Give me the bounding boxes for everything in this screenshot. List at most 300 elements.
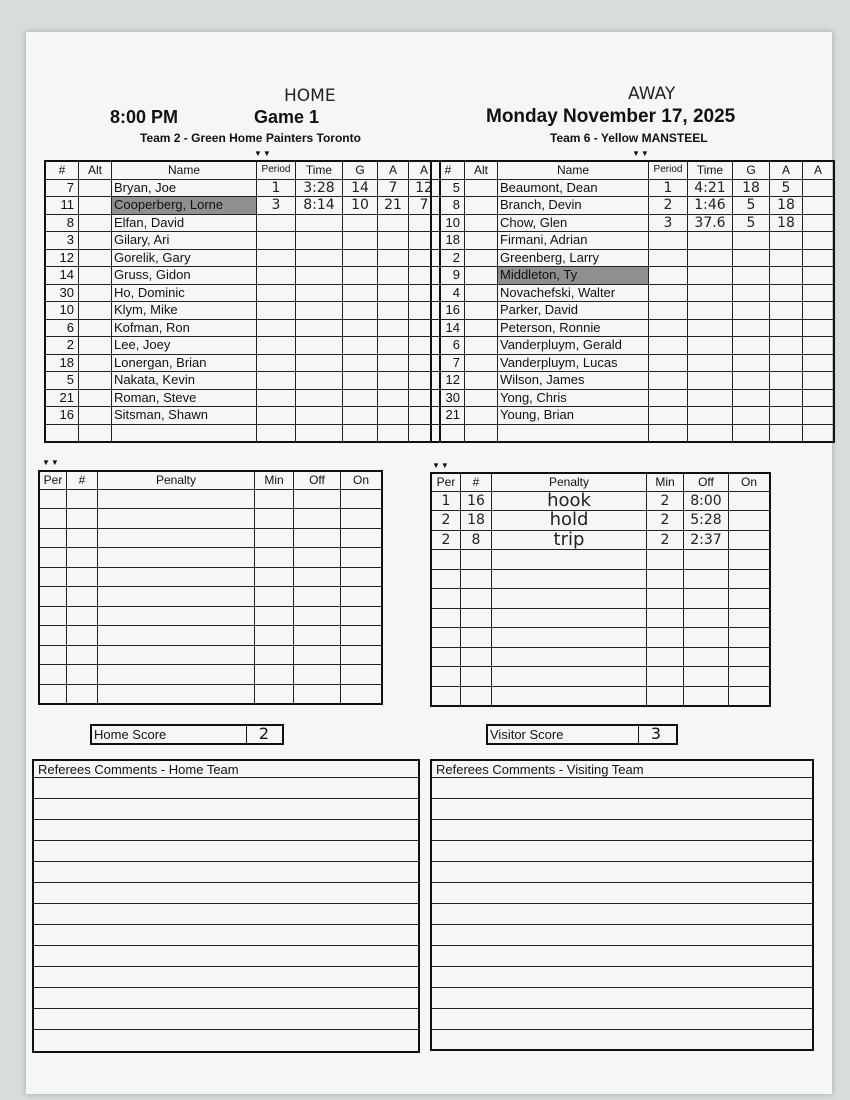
scoring-period xyxy=(649,267,688,285)
scoring-period xyxy=(257,232,296,250)
penalty-min xyxy=(647,569,684,589)
table-row xyxy=(45,267,440,285)
penalty-min xyxy=(647,608,684,628)
scoring-g xyxy=(733,424,770,442)
penalty-min xyxy=(255,489,294,509)
comment-line xyxy=(432,882,812,883)
scoring-a1: 18 xyxy=(770,214,803,232)
player-name: Chow, Glen xyxy=(498,214,649,232)
player-name: Kofman, Ron xyxy=(112,319,257,337)
penalty-num xyxy=(461,589,492,609)
scoring-a1 xyxy=(378,389,409,407)
penalty-num xyxy=(67,548,98,568)
scoring-time xyxy=(296,407,343,425)
comment-line xyxy=(34,924,418,925)
home-team-name: Team 2 - Green Home Painters Toronto xyxy=(140,131,361,145)
scoring-time xyxy=(688,354,733,372)
game-number: Game 1 xyxy=(254,107,320,127)
scoring-a1 xyxy=(770,267,803,285)
home-score-box xyxy=(90,724,284,745)
scoring-a1 xyxy=(378,214,409,232)
assist-header: A xyxy=(770,161,803,179)
penalty-off xyxy=(294,606,341,626)
player-name: Klym, Mike xyxy=(112,302,257,320)
scoresheet xyxy=(26,32,832,1094)
player-name: Lonergan, Brian xyxy=(112,354,257,372)
player-number: 21 xyxy=(431,407,465,425)
per-header: Per xyxy=(39,471,67,489)
scoring-period xyxy=(257,302,296,320)
penalty-num xyxy=(67,528,98,548)
player-number: 21 xyxy=(45,389,79,407)
table-row xyxy=(431,530,770,550)
comment-line xyxy=(34,861,418,862)
table-row xyxy=(431,589,770,609)
scoring-time xyxy=(688,337,733,355)
scoring-a2: 12 xyxy=(409,179,441,197)
min-header: Min xyxy=(255,471,294,489)
penalty-min xyxy=(255,684,294,704)
penalty-penalty xyxy=(98,665,255,685)
player-alt xyxy=(465,302,498,320)
penalty-on xyxy=(729,589,771,609)
table-row xyxy=(431,302,834,320)
penalty-per xyxy=(39,587,67,607)
player-alt xyxy=(465,424,498,442)
penalty-min xyxy=(647,550,684,570)
away-roster-table xyxy=(430,160,835,443)
penalty-per xyxy=(431,667,461,687)
scoring-time xyxy=(688,267,733,285)
on-header: On xyxy=(729,473,771,491)
penalty-num xyxy=(67,645,98,665)
table-row xyxy=(39,509,382,529)
scoring-g xyxy=(343,249,378,267)
table-row xyxy=(45,389,440,407)
player-name: Firmani, Adrian xyxy=(498,232,649,250)
scoring-a2 xyxy=(803,232,835,250)
penalty-per xyxy=(431,608,461,628)
penalty-off: 5:28 xyxy=(684,511,729,531)
penalty-off xyxy=(684,608,729,628)
penalty-per xyxy=(39,567,67,587)
table-row xyxy=(431,284,834,302)
player-alt xyxy=(79,284,112,302)
scoring-period xyxy=(257,249,296,267)
assist-header: A xyxy=(803,161,835,179)
scoring-a1: 18 xyxy=(770,197,803,215)
scoring-g xyxy=(343,267,378,285)
player-alt xyxy=(79,197,112,215)
scoring-period xyxy=(257,424,296,442)
scoring-a1: 21 xyxy=(378,197,409,215)
penalty-on xyxy=(341,489,383,509)
player-number: 8 xyxy=(45,214,79,232)
player-number xyxy=(431,424,465,442)
game-date: Monday November 17, 2025 xyxy=(486,106,736,127)
penalty-num xyxy=(67,587,98,607)
comment-line xyxy=(34,903,418,904)
scoring-period xyxy=(649,249,688,267)
comment-line xyxy=(34,1029,418,1030)
penalty-min xyxy=(255,528,294,548)
table-row xyxy=(39,587,382,607)
comment-line xyxy=(34,1008,418,1009)
scoring-time xyxy=(296,249,343,267)
penalty-off xyxy=(294,645,341,665)
player-alt xyxy=(79,424,112,442)
scoring-period: 3 xyxy=(649,214,688,232)
scoring-period xyxy=(257,214,296,232)
scoring-a2: 7 xyxy=(409,197,441,215)
player-alt xyxy=(465,407,498,425)
assist-header: A xyxy=(378,161,409,179)
player-alt xyxy=(79,267,112,285)
penalty-on xyxy=(341,606,383,626)
scoring-a1: 7 xyxy=(378,179,409,197)
off-header: Off xyxy=(294,471,341,489)
scoring-a2 xyxy=(803,407,835,425)
penalty-off xyxy=(684,569,729,589)
scoring-g: 5 xyxy=(733,197,770,215)
table-row xyxy=(431,608,770,628)
table-row xyxy=(45,249,440,267)
scoring-time xyxy=(688,284,733,302)
scoring-g xyxy=(733,232,770,250)
roster-header-row xyxy=(431,161,834,179)
table-row xyxy=(39,626,382,646)
penalty-off xyxy=(684,628,729,648)
player-alt xyxy=(465,232,498,250)
penalty-off xyxy=(684,686,729,706)
player-alt xyxy=(465,372,498,390)
penalty-penalty xyxy=(98,645,255,665)
player-number: 18 xyxy=(45,354,79,372)
scoring-g xyxy=(733,337,770,355)
player-number: 14 xyxy=(431,319,465,337)
table-row xyxy=(45,214,440,232)
penalty-num: 18 xyxy=(461,511,492,531)
player-alt xyxy=(465,197,498,215)
away-penalty-table xyxy=(430,472,771,707)
scoring-period xyxy=(649,319,688,337)
time-header: Time xyxy=(296,161,343,179)
home-roster-table xyxy=(44,160,441,443)
scoring-a2 xyxy=(803,319,835,337)
penalty-num xyxy=(67,684,98,704)
penalty-min xyxy=(255,606,294,626)
penalty-off xyxy=(294,587,341,607)
penalty-per xyxy=(431,647,461,667)
goal-header: G xyxy=(733,161,770,179)
table-row xyxy=(39,548,382,568)
scoring-time xyxy=(296,214,343,232)
table-row xyxy=(431,337,834,355)
penalty-penalty xyxy=(98,548,255,568)
player-name xyxy=(112,424,257,442)
penalty-penalty xyxy=(98,587,255,607)
scoring-a1 xyxy=(770,372,803,390)
player-alt xyxy=(79,249,112,267)
scoring-time: 1:46 xyxy=(688,197,733,215)
player-name: Parker, David xyxy=(498,302,649,320)
player-number: 5 xyxy=(431,179,465,197)
player-name: Lee, Joey xyxy=(112,337,257,355)
player-alt xyxy=(465,389,498,407)
scoring-time xyxy=(296,372,343,390)
penalty-per xyxy=(39,684,67,704)
player-name: Yong, Chris xyxy=(498,389,649,407)
table-row xyxy=(431,667,770,687)
scoring-period xyxy=(649,337,688,355)
scoring-a2 xyxy=(803,267,835,285)
player-number: 2 xyxy=(431,249,465,267)
table-row xyxy=(431,354,834,372)
penalty-off xyxy=(294,684,341,704)
player-number: 12 xyxy=(431,372,465,390)
scoring-time xyxy=(296,389,343,407)
player-name: Elfan, David xyxy=(112,214,257,232)
scoring-period: 1 xyxy=(257,179,296,197)
penalty-min: 2 xyxy=(647,491,684,511)
penalty-off: 2:37 xyxy=(684,530,729,550)
penalty-penalty xyxy=(98,606,255,626)
num-header: # xyxy=(67,471,98,489)
scoring-g xyxy=(343,232,378,250)
penalty-per xyxy=(431,550,461,570)
home-referee-comments xyxy=(32,759,420,1053)
table-row xyxy=(45,319,440,337)
scoring-period xyxy=(257,267,296,285)
scoring-g xyxy=(733,249,770,267)
table-row xyxy=(45,284,440,302)
time-header: Time xyxy=(688,161,733,179)
penalty-min xyxy=(255,645,294,665)
table-row xyxy=(39,606,382,626)
scoring-a1 xyxy=(378,302,409,320)
penalty-min xyxy=(255,509,294,529)
penalty-min xyxy=(647,647,684,667)
scoring-a1 xyxy=(378,337,409,355)
comment-line xyxy=(34,987,418,988)
penalty-penalty: hook xyxy=(492,491,647,511)
scoring-g: 10 xyxy=(343,197,378,215)
penalty-on xyxy=(341,548,383,568)
scoring-period xyxy=(257,372,296,390)
scoring-a1 xyxy=(770,302,803,320)
comment-line xyxy=(432,1008,812,1009)
penalty-penalty xyxy=(98,626,255,646)
penalty-num xyxy=(461,569,492,589)
scoring-g: 18 xyxy=(733,179,770,197)
penalty-penalty: trip xyxy=(492,530,647,550)
penalty-penalty xyxy=(492,647,647,667)
away-team-name: Team 6 - Yellow MANSTEEL xyxy=(550,131,708,145)
player-alt xyxy=(465,354,498,372)
table-row xyxy=(431,179,834,197)
table-row xyxy=(431,550,770,570)
scoring-g xyxy=(733,354,770,372)
penalty-min xyxy=(255,548,294,568)
scoring-a2 xyxy=(803,424,835,442)
visitor-referee-comments xyxy=(430,759,814,1051)
scoring-a2 xyxy=(803,284,835,302)
scoring-a1 xyxy=(378,407,409,425)
penalty-per: 2 xyxy=(431,530,461,550)
penalty-per xyxy=(431,569,461,589)
player-alt xyxy=(465,249,498,267)
scoring-time xyxy=(688,302,733,320)
penalty-num xyxy=(67,665,98,685)
penalty-penalty xyxy=(98,528,255,548)
scoring-g xyxy=(343,214,378,232)
player-number: 16 xyxy=(431,302,465,320)
scoring-period xyxy=(257,284,296,302)
penalty-on xyxy=(341,645,383,665)
table-row xyxy=(431,424,834,442)
player-number: 6 xyxy=(431,337,465,355)
home-penalty-table xyxy=(38,470,383,705)
visitor-score-box xyxy=(486,724,678,745)
player-name: Peterson, Ronnie xyxy=(498,319,649,337)
comment-line xyxy=(34,840,418,841)
penalty-min xyxy=(255,665,294,685)
scoring-a1 xyxy=(378,232,409,250)
penalty-num: 8 xyxy=(461,530,492,550)
penalty-off xyxy=(294,489,341,509)
player-number: 3 xyxy=(45,232,79,250)
penalty-min: 2 xyxy=(647,530,684,550)
penalty-penalty xyxy=(492,589,647,609)
scoring-a1 xyxy=(378,319,409,337)
scoring-time: 8:14 xyxy=(296,197,343,215)
scoring-period xyxy=(649,389,688,407)
triangle-marker: ▼▼ xyxy=(254,149,272,158)
alt-header: Alt xyxy=(79,161,112,179)
scoring-g xyxy=(733,302,770,320)
penalty-num xyxy=(461,647,492,667)
scoring-a2 xyxy=(803,249,835,267)
player-number: 6 xyxy=(45,319,79,337)
table-row xyxy=(45,302,440,320)
penalty-penalty xyxy=(98,684,255,704)
scoring-g xyxy=(343,284,378,302)
player-alt xyxy=(79,407,112,425)
comment-line xyxy=(34,945,418,946)
penalty-num: 16 xyxy=(461,491,492,511)
table-row xyxy=(39,684,382,704)
table-row xyxy=(45,424,440,442)
player-alt xyxy=(79,232,112,250)
penalty-penalty xyxy=(98,489,255,509)
table-row xyxy=(39,489,382,509)
away-handwritten-label: AWAY xyxy=(628,84,676,104)
scoring-time xyxy=(688,249,733,267)
table-row xyxy=(45,232,440,250)
assist-header: A xyxy=(409,161,441,179)
comment-line xyxy=(432,798,812,799)
scoring-g xyxy=(733,267,770,285)
player-name: Roman, Steve xyxy=(112,389,257,407)
penalty-off xyxy=(294,665,341,685)
penalty-off xyxy=(684,550,729,570)
scoring-g xyxy=(733,389,770,407)
scoring-time xyxy=(688,232,733,250)
table-row xyxy=(45,372,440,390)
penalty-penalty xyxy=(492,550,647,570)
penalty-header-row xyxy=(431,473,770,491)
player-name: Wilson, James xyxy=(498,372,649,390)
scoring-g xyxy=(343,354,378,372)
penalty-penalty xyxy=(98,567,255,587)
scoring-period xyxy=(649,372,688,390)
scoring-period xyxy=(257,354,296,372)
scoring-period xyxy=(649,424,688,442)
penalty-per xyxy=(39,489,67,509)
scoring-a2 xyxy=(803,354,835,372)
penalty-min xyxy=(647,589,684,609)
scoring-a1 xyxy=(770,407,803,425)
player-name xyxy=(498,424,649,442)
scoring-a2 xyxy=(803,337,835,355)
player-name: Ho, Dominic xyxy=(112,284,257,302)
visitor-comments-title: Referees Comments - Visiting Team xyxy=(436,762,644,777)
penalty-per xyxy=(39,606,67,626)
scoring-g xyxy=(343,372,378,390)
player-name: Sitsman, Shawn xyxy=(112,407,257,425)
player-alt xyxy=(79,354,112,372)
scoring-g xyxy=(343,337,378,355)
penalty-on xyxy=(341,509,383,529)
player-number: 2 xyxy=(45,337,79,355)
home-score-label: Home Score xyxy=(94,727,167,742)
scoring-a1: 5 xyxy=(770,179,803,197)
table-row xyxy=(431,249,834,267)
penalty-penalty xyxy=(492,686,647,706)
comment-line xyxy=(432,777,812,778)
comment-line xyxy=(432,903,812,904)
penalty-on xyxy=(729,686,771,706)
scoring-time xyxy=(688,424,733,442)
player-alt xyxy=(79,372,112,390)
player-name: Nakata, Kevin xyxy=(112,372,257,390)
player-name: Beaumont, Dean xyxy=(498,179,649,197)
player-name: Gorelik, Gary xyxy=(112,249,257,267)
penalty-penalty xyxy=(492,628,647,648)
scoring-time xyxy=(688,389,733,407)
player-number: 30 xyxy=(431,389,465,407)
scoring-a1 xyxy=(770,249,803,267)
scoring-time: 3:28 xyxy=(296,179,343,197)
player-alt xyxy=(79,389,112,407)
goal-header: G xyxy=(343,161,378,179)
table-row xyxy=(431,407,834,425)
scoring-a1 xyxy=(378,354,409,372)
player-name: Vanderpluym, Gerald xyxy=(498,337,649,355)
comment-line xyxy=(34,882,418,883)
penalty-on xyxy=(341,626,383,646)
penalty-on xyxy=(729,647,771,667)
scoring-time: 4:21 xyxy=(688,179,733,197)
player-name: Gilary, Ari xyxy=(112,232,257,250)
player-number: 11 xyxy=(45,197,79,215)
penalty-min xyxy=(255,626,294,646)
home-handwritten-label: HOME xyxy=(284,86,336,106)
table-row xyxy=(431,647,770,667)
comment-line xyxy=(432,1029,812,1030)
table-row xyxy=(45,354,440,372)
scoring-g xyxy=(733,319,770,337)
